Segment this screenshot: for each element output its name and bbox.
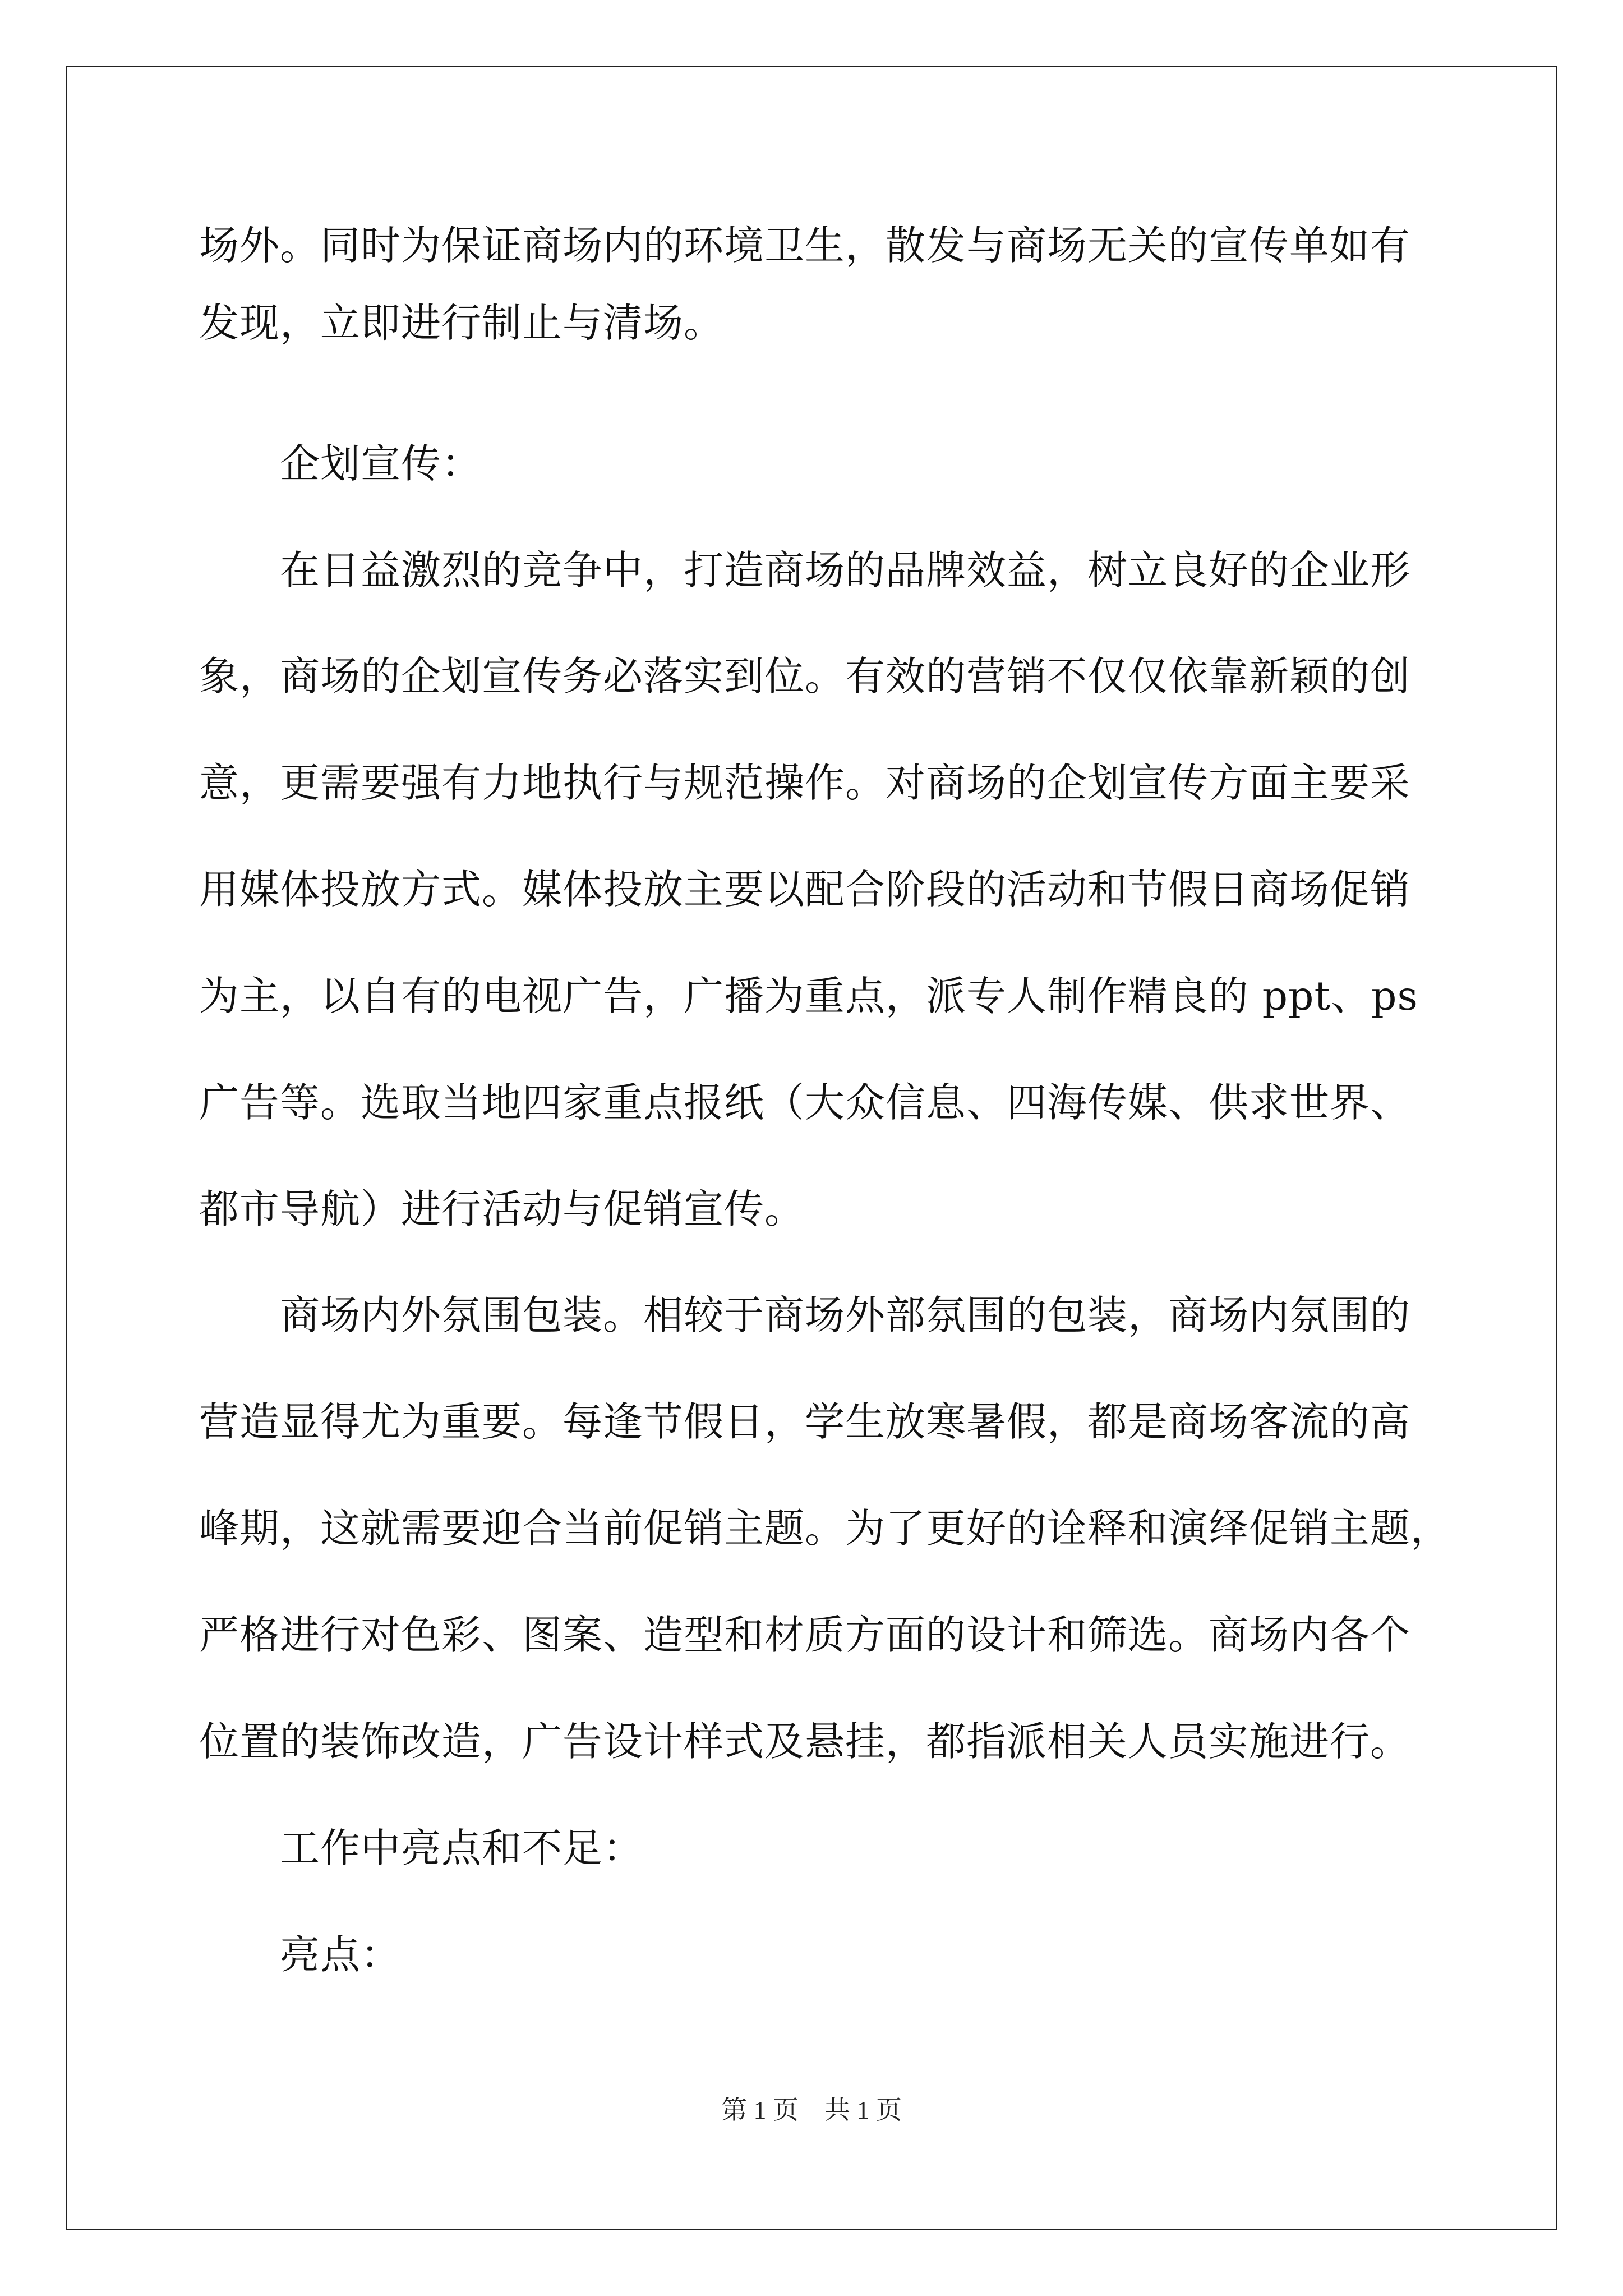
- text-line: 象，商场的企划宣传务必落实到位。有效的营销不仅仅依靠新颖的创: [199, 653, 1411, 700]
- text-line: 峰期，这就需要迎合当前促销主题。为了更好的诠释和演绎促销主题，: [199, 1505, 1451, 1552]
- text-line: 广告等。选取当地四家重点报纸（大众信息、四海传媒、供求世界、: [199, 1079, 1411, 1126]
- page-border: [66, 66, 1557, 2230]
- text-line: 商场内外氛围包装。相较于商场外部氛围的包装，商场内氛围的: [199, 1292, 1411, 1338]
- section-heading: 企划宣传：: [199, 440, 482, 487]
- page-footer: 第 1 页 共 1 页: [721, 2096, 902, 2124]
- text-line: 营造显得尤为重要。每逢节假日，学生放寒暑假，都是商场客流的高: [199, 1398, 1411, 1445]
- text-line: 都市导航）进行活动与促销宣传。: [199, 1186, 805, 1232]
- section-heading: 工作中亮点和不足：: [199, 1825, 644, 1871]
- text-line: 为主，以自有的电视广告，广播为重点，派专人制作精良的 ppt、ps: [199, 973, 1418, 1019]
- text-line: 意，更需要强有力地执行与规范操作。对商场的企划宣传方面主要采: [199, 760, 1411, 806]
- text-line: 用媒体投放方式。媒体投放主要以配合阶段的活动和节假日商场促销: [199, 866, 1411, 913]
- text-line: 场外。同时为保证商场内的环境卫生，散发与商场无关的宣传单如有: [199, 222, 1411, 269]
- section-heading: 亮点：: [199, 1931, 402, 1978]
- text-line: 发现，立即进行制止与清场。: [199, 300, 725, 346]
- text-line: 严格进行对色彩、图案、造型和材质方面的设计和筛选。商场内各个: [199, 1612, 1411, 1658]
- text-line: 在日益激烈的竞争中，打造商场的品牌效益，树立良好的企业形: [199, 547, 1411, 593]
- text-line: 位置的装饰改造，广告设计样式及悬挂，都指派相关人员实施进行。: [199, 1718, 1411, 1765]
